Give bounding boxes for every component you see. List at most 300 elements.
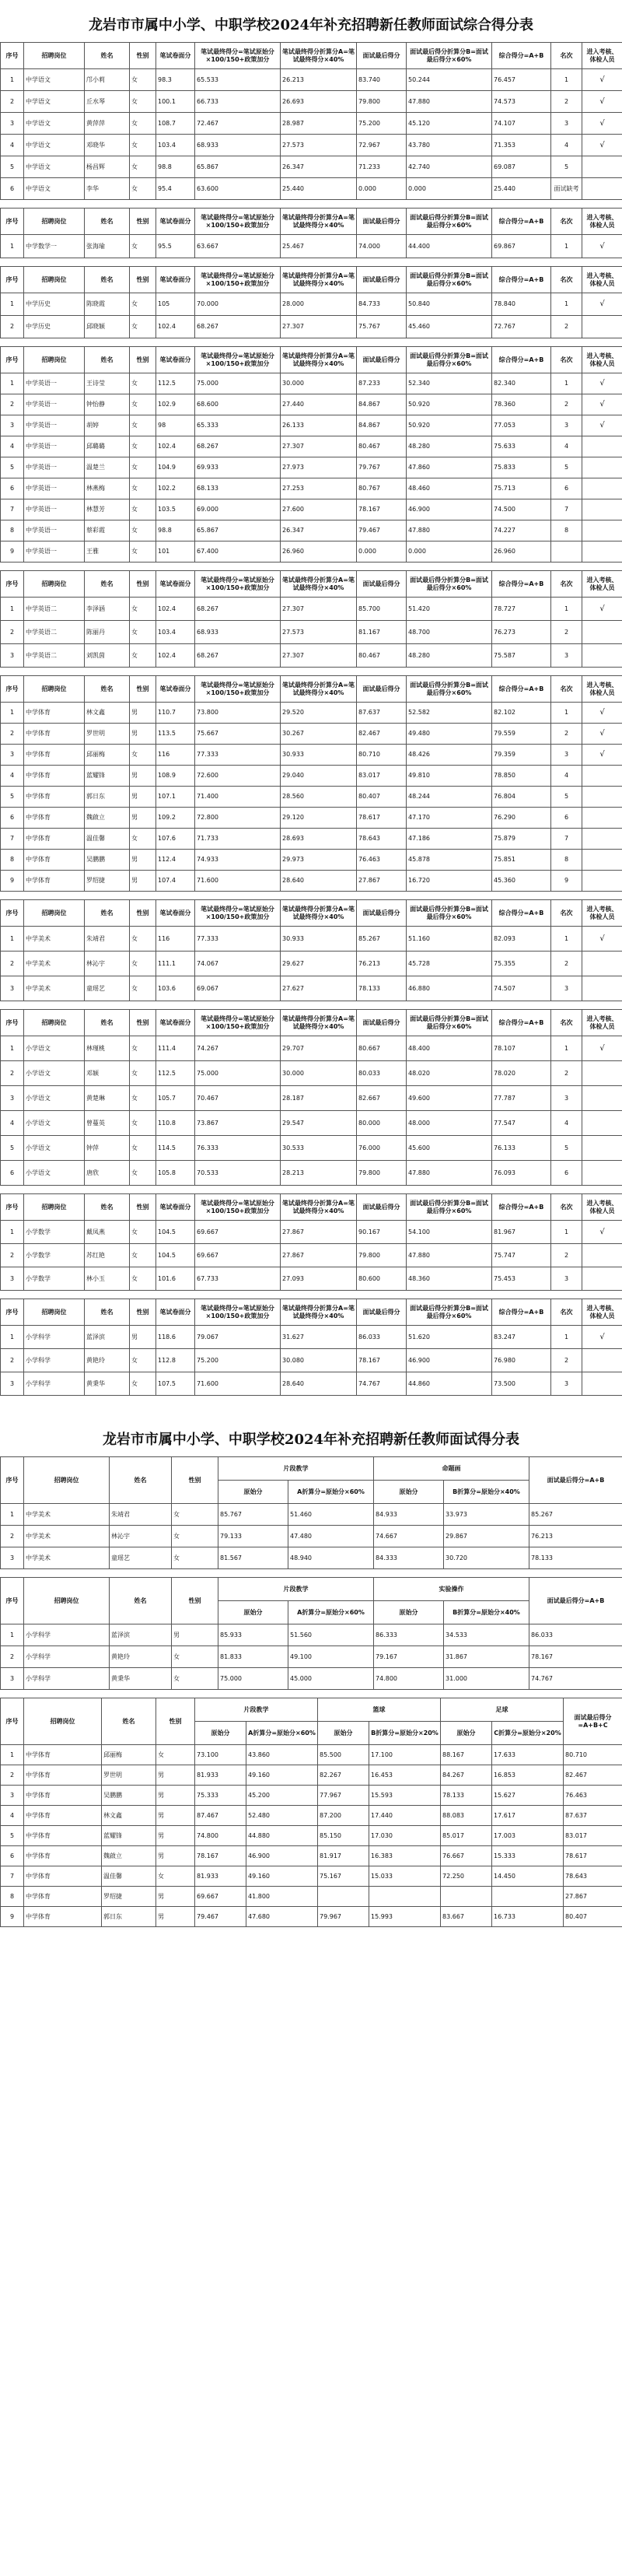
table-cell: 47.680 — [246, 1907, 318, 1927]
column-header: 性别 — [172, 1457, 218, 1504]
column-header: 笔试最终得分=笔试原始分×100/150+政策加分 — [195, 676, 281, 703]
column-header: 笔试最终得分折算分A=笔试最终得分×40% — [281, 1299, 357, 1326]
table-cell: 104.5 — [156, 1244, 195, 1267]
table-cell: 72.967 — [357, 135, 407, 156]
table-cell: 中学英语一 — [24, 394, 85, 415]
table-cell: 95.5 — [156, 235, 195, 258]
table-cell: 65.333 — [195, 415, 281, 436]
table-cell: 68.267 — [195, 644, 281, 668]
column-header: 进入考核、体检人员 — [582, 43, 622, 69]
table-cell: 1 — [1, 373, 24, 394]
table-header-row — [1, 347, 622, 373]
table-cell: 74.067 — [195, 952, 281, 976]
table-cell: 3 — [1, 415, 24, 436]
table-cell: 83.247 — [492, 1326, 551, 1349]
table-cell: 2 — [1, 1765, 24, 1786]
table-cell: 71.600 — [195, 871, 281, 892]
table-cell: 43.860 — [246, 1745, 318, 1765]
column-header: 笔试卷面分 — [156, 676, 195, 703]
table-cell: 1 — [551, 69, 582, 91]
column-header: 姓名 — [85, 209, 130, 235]
table-cell: 男 — [172, 1624, 218, 1646]
table-cell: 中学美术 — [24, 1547, 110, 1569]
table-cell: 小学语文 — [24, 1161, 85, 1186]
table-cell: 82.467 — [357, 724, 407, 745]
table-cell: 72.467 — [195, 113, 281, 135]
table-cell: 女 — [172, 1504, 218, 1526]
table-cell: 女 — [130, 69, 156, 91]
table-header-row — [1, 900, 622, 927]
table-cell: 4 — [551, 436, 582, 457]
table-cell: 中学语文 — [24, 178, 85, 200]
column-header: 姓名 — [110, 1457, 172, 1504]
table-cell: 28.213 — [281, 1161, 357, 1186]
column-header: 笔试最终得分折算分A=笔试最终得分×40% — [281, 43, 357, 69]
table-cell: 74.667 — [374, 1526, 444, 1547]
table-cell: 76.667 — [441, 1846, 492, 1866]
table-cell: 中学历史 — [24, 316, 85, 338]
table-cell: 小学数学 — [24, 1267, 85, 1291]
table-cell: 50.840 — [407, 293, 492, 316]
table-cell: 中学体育 — [24, 850, 85, 871]
table-cell: 83.017 — [564, 1826, 622, 1846]
table-cell: 1 — [1, 1504, 24, 1526]
table-cell: 2 — [551, 394, 582, 415]
column-header: 笔试最终得分=笔试原始分×100/150+政策加分 — [195, 43, 281, 69]
table-row — [1, 69, 622, 91]
table-cell: 49.160 — [246, 1765, 318, 1786]
table-cell: 温佳馨 — [85, 829, 130, 850]
table-cell: 中学美术 — [24, 976, 85, 1001]
table-cell: 小学语文 — [24, 1136, 85, 1161]
table-cell: 女 — [130, 235, 156, 258]
table-cell: 28.187 — [281, 1086, 357, 1111]
column-subheader: C折算分=原始分×20% — [492, 1722, 564, 1745]
table-cell: 69.667 — [195, 1244, 281, 1267]
table-cell: 林沁宇 — [110, 1526, 172, 1547]
table-cell: 15.593 — [369, 1786, 441, 1806]
table-header-row — [1, 1698, 622, 1722]
table-cell: 47.880 — [407, 91, 492, 113]
table-row — [1, 1646, 622, 1668]
table-cell: 3 — [1, 1267, 24, 1291]
table-cell: 中学美术 — [24, 1504, 110, 1526]
table-cell: 黄秉华 — [110, 1668, 172, 1690]
column-header: 笔试最终得分=笔试原始分×100/150+政策加分 — [195, 1194, 281, 1221]
table-row — [1, 787, 622, 808]
table-cell: 中学英语一 — [24, 415, 85, 436]
table-cell: 47.480 — [288, 1526, 374, 1547]
table-cell: 51.560 — [288, 1624, 374, 1646]
table-cell: 28.693 — [281, 829, 357, 850]
table-cell: 男 — [130, 850, 156, 871]
table-cell: 75.200 — [195, 1349, 281, 1372]
table-cell: 77.053 — [492, 415, 551, 436]
column-header: 面试最后得分 — [357, 209, 407, 235]
table-cell: 2 — [551, 1349, 582, 1372]
column-header: 进入考核、体检人员 — [582, 1194, 622, 1221]
column-header: 性别 — [156, 1698, 195, 1745]
table-cell: 83.017 — [357, 766, 407, 787]
table-cell: 111.1 — [156, 952, 195, 976]
column-subheader: A折算分=原始分×60% — [288, 1481, 374, 1504]
table-cell: 42.740 — [407, 156, 492, 178]
table-cell: 女 — [130, 598, 156, 621]
table-cell: 李泽涵 — [85, 598, 130, 621]
table-cell: 1 — [1, 1624, 24, 1646]
table-cell: 80.467 — [357, 644, 407, 668]
table-cell: 6 — [551, 478, 582, 499]
table-row — [1, 1806, 622, 1826]
table-cell: 小学数学 — [24, 1244, 85, 1267]
table-cell: 杨昌辉 — [85, 156, 130, 178]
column-header: 笔试最终得分=笔试原始分×100/150+政策加分 — [195, 347, 281, 373]
table-cell: 75.000 — [195, 373, 281, 394]
table-cell: 28.640 — [281, 871, 357, 892]
table-cell: 75.453 — [492, 1267, 551, 1291]
table-cell: 2 — [1, 91, 24, 113]
table-cell: 中学体育 — [24, 1826, 102, 1846]
table-cell — [582, 520, 622, 541]
table-cell: 71.400 — [195, 787, 281, 808]
column-header: 命题画 — [374, 1457, 529, 1481]
table-cell: 27.573 — [281, 621, 357, 644]
table-cell: 中学语文 — [24, 69, 85, 91]
table-row — [1, 499, 622, 520]
table-cell: 25.467 — [281, 235, 357, 258]
table-cell: 102.4 — [156, 644, 195, 668]
table-cell: 29.973 — [281, 850, 357, 871]
table-cell — [582, 156, 622, 178]
table-cell: 蓝泽滨 — [85, 1326, 130, 1349]
table-cell: 27.973 — [281, 457, 357, 478]
table-cell: 88.083 — [441, 1806, 492, 1826]
table-cell: 71.233 — [357, 156, 407, 178]
table-cell: 陈丽丹 — [85, 621, 130, 644]
table-cell: 童瑶艺 — [85, 976, 130, 1001]
table-cell: 29.707 — [281, 1036, 357, 1061]
table-cell: 85.267 — [357, 927, 407, 952]
table-cell: 27.253 — [281, 478, 357, 499]
table-cell — [582, 829, 622, 850]
column-header: 综合得分=A+B — [492, 900, 551, 927]
table-cell: 女 — [130, 293, 156, 316]
table-cell: 女 — [130, 113, 156, 135]
table-cell: 6 — [551, 808, 582, 829]
table-cell: 72.767 — [492, 316, 551, 338]
table-cell — [318, 1887, 369, 1907]
column-header: 笔试最终得分=笔试原始分×100/150+政策加分 — [195, 571, 281, 598]
column-header: 面试最后得分=A+B — [529, 1578, 622, 1624]
table-cell: 1 — [551, 703, 582, 724]
table-cell: 76.133 — [492, 1136, 551, 1161]
column-header: 性别 — [130, 676, 156, 703]
table-row — [1, 871, 622, 892]
table-cell: 87.233 — [357, 373, 407, 394]
table-cell: 女 — [130, 156, 156, 178]
table-cell: 7 — [551, 499, 582, 520]
table-cell: 林燕梅 — [85, 478, 130, 499]
table-cell: 6 — [1, 478, 24, 499]
column-header: 笔试卷面分 — [156, 571, 195, 598]
column-header: 面试最后得分折算分B=面试最后得分×60% — [407, 900, 492, 927]
table-cell: 50.244 — [407, 69, 492, 91]
table-cell: 78.133 — [357, 976, 407, 1001]
table-cell: 82.667 — [357, 1086, 407, 1111]
table-cell: 85.767 — [218, 1504, 288, 1526]
column-header: 片段教学 — [195, 1698, 318, 1722]
table-cell: 65.867 — [195, 520, 281, 541]
table-cell — [582, 1267, 622, 1291]
table-cell: 中学英语一 — [24, 373, 85, 394]
table-cell: 48.280 — [407, 436, 492, 457]
table-cell: 85.933 — [218, 1624, 288, 1646]
table-cell: 5 — [551, 787, 582, 808]
column-header: 面试最后得分 — [357, 43, 407, 69]
table-cell: 78.850 — [492, 766, 551, 787]
table-header-row — [1, 676, 622, 703]
table-cell: 小学科学 — [24, 1624, 110, 1646]
table-cell: 27.867 — [281, 1221, 357, 1244]
table-cell: 73.500 — [492, 1372, 551, 1396]
table-cell: 1 — [551, 1036, 582, 1061]
table-cell: √ — [582, 927, 622, 952]
table-cell: 2 — [1, 1061, 24, 1086]
table-cell: 女 — [130, 976, 156, 1001]
column-header: 进入考核、体检人员 — [582, 571, 622, 598]
score-table — [0, 346, 622, 563]
table-cell: 7 — [1, 1866, 24, 1887]
table-cell: 女 — [172, 1668, 218, 1690]
table-cell — [582, 1086, 622, 1111]
table-cell: 3 — [1, 745, 24, 766]
table-cell: 27.600 — [281, 499, 357, 520]
table-cell: 79.800 — [357, 1161, 407, 1186]
table-cell: 25.440 — [281, 178, 357, 200]
table-cell: 1 — [1, 69, 24, 91]
table-cell: 63.600 — [195, 178, 281, 200]
table-cell: 女 — [130, 1061, 156, 1086]
table-cell: 中学美术 — [24, 952, 85, 976]
table-row — [1, 1086, 622, 1111]
table-cell: 4 — [1, 1806, 24, 1826]
table-row — [1, 1326, 622, 1349]
column-subheader: 原始分 — [374, 1481, 444, 1504]
column-header: 笔试最终得分=笔试原始分×100/150+政策加分 — [195, 900, 281, 927]
table-row — [1, 829, 622, 850]
table-cell: 陈晓霞 — [85, 293, 130, 316]
table-cell: 2 — [1, 1646, 24, 1668]
table-cell: 林慧芳 — [85, 499, 130, 520]
table-cell: 82.340 — [492, 373, 551, 394]
table-cell: 2 — [1, 621, 24, 644]
table-cell: 2 — [551, 724, 582, 745]
column-header: 招聘岗位 — [24, 1010, 85, 1036]
score-table — [0, 42, 622, 200]
table-cell: 112.5 — [156, 1061, 195, 1086]
table-cell: 78.360 — [492, 394, 551, 415]
column-header: 综合得分=A+B — [492, 1194, 551, 1221]
table-cell: 张海瑜 — [85, 235, 130, 258]
table-cell: 17.030 — [369, 1826, 441, 1846]
table-cell: 51.620 — [407, 1326, 492, 1349]
table-cell: 68.133 — [195, 478, 281, 499]
table-cell: 3 — [551, 1267, 582, 1291]
table-cell: 76.213 — [357, 952, 407, 976]
table-cell: 30.933 — [281, 927, 357, 952]
table-cell: 邱璐璐 — [85, 436, 130, 457]
table-cell: 女 — [130, 644, 156, 668]
column-header: 笔试卷面分 — [156, 43, 195, 69]
table-cell: 2 — [1, 1349, 24, 1372]
table-cell: 女 — [156, 1866, 195, 1887]
table-cell: 女 — [130, 927, 156, 952]
table-cell: 84.333 — [374, 1547, 444, 1569]
table-cell: 16.733 — [492, 1907, 564, 1927]
table-cell: 78.133 — [441, 1786, 492, 1806]
table-cell: 男 — [156, 1765, 195, 1786]
table-cell: 中学体育 — [24, 1765, 102, 1786]
table-cell: 郭日东 — [85, 787, 130, 808]
table-cell: 41.800 — [246, 1887, 318, 1907]
table-cell: 小学语文 — [24, 1061, 85, 1086]
score-blocks — [0, 42, 622, 1396]
column-header: 招聘岗位 — [24, 1698, 102, 1745]
table-cell: 27.867 — [564, 1887, 622, 1907]
table-header-row — [1, 1578, 622, 1601]
table-cell: 戴凤燕 — [85, 1221, 130, 1244]
table-cell: 中学语文 — [24, 91, 85, 113]
table-cell: 45.120 — [407, 113, 492, 135]
column-header: 招聘岗位 — [24, 676, 85, 703]
table-cell: 26.213 — [281, 69, 357, 91]
table-cell: 77.787 — [492, 1086, 551, 1111]
table-row — [1, 520, 622, 541]
table-cell: 3 — [551, 745, 582, 766]
table-cell: √ — [582, 235, 622, 258]
table-cell: 80.710 — [564, 1745, 622, 1765]
table-cell: 1 — [1, 1221, 24, 1244]
table-cell: 67.733 — [195, 1267, 281, 1291]
column-header: 序号 — [1, 267, 24, 293]
table-cell: 81.933 — [195, 1866, 246, 1887]
table-cell: 78.727 — [492, 598, 551, 621]
table-cell: 98.8 — [156, 156, 195, 178]
table-cell: 1 — [1, 598, 24, 621]
table-row — [1, 1907, 622, 1927]
table-cell: 73.100 — [195, 1745, 246, 1765]
table-cell: 30.000 — [281, 373, 357, 394]
table-cell: 3 — [1, 1547, 24, 1569]
table-cell: 68.933 — [195, 135, 281, 156]
table-cell: 80.033 — [357, 1061, 407, 1086]
table-row — [1, 1526, 622, 1547]
table-cell: 68.600 — [195, 394, 281, 415]
table-cell: 男 — [130, 724, 156, 745]
table-cell — [492, 1887, 564, 1907]
table-cell: 蔡彩霞 — [85, 520, 130, 541]
table-cell: 78.643 — [357, 829, 407, 850]
table-cell: 8 — [1, 520, 24, 541]
table-cell: 吴鹏鹏 — [85, 850, 130, 871]
table-row — [1, 1504, 622, 1526]
table-cell: 45.600 — [407, 1136, 492, 1161]
column-header: 名次 — [551, 1299, 582, 1326]
table-cell: 9 — [1, 871, 24, 892]
table-cell: 17.100 — [369, 1745, 441, 1765]
table-row — [1, 703, 622, 724]
table-cell: 46.900 — [407, 499, 492, 520]
table-cell: 30.267 — [281, 724, 357, 745]
column-header: 姓名 — [85, 267, 130, 293]
table-cell: 4 — [551, 1111, 582, 1136]
table-cell: 107.4 — [156, 871, 195, 892]
table-cell: 4 — [1, 436, 24, 457]
table-row — [1, 1668, 622, 1690]
table-header-row — [1, 43, 622, 69]
table-cell: 70.000 — [195, 293, 281, 316]
table-cell: 2 — [551, 952, 582, 976]
table-cell: 男 — [156, 1806, 195, 1826]
table-cell: 47.186 — [407, 829, 492, 850]
table-row — [1, 1826, 622, 1846]
table-cell: 吴鹏鹏 — [102, 1786, 156, 1806]
column-header: 笔试最终得分=笔试原始分×100/150+政策加分 — [195, 1299, 281, 1326]
table-row — [1, 1136, 622, 1161]
table-row — [1, 1244, 622, 1267]
table-cell: 小学语文 — [24, 1111, 85, 1136]
table-cell: 98.3 — [156, 69, 195, 91]
table-cell: 78.167 — [357, 1349, 407, 1372]
table-cell: 78.167 — [195, 1846, 246, 1866]
table-cell: 102.9 — [156, 394, 195, 415]
column-header: 面试最后得分 — [357, 1010, 407, 1036]
table-cell: 罗绍捷 — [102, 1887, 156, 1907]
table-cell: 31.627 — [281, 1326, 357, 1349]
table-cell: 女 — [130, 178, 156, 200]
table-cell: 中学美术 — [24, 927, 85, 952]
table-cell: 111.4 — [156, 1036, 195, 1061]
table-cell: 76.000 — [357, 1136, 407, 1161]
table-cell: 6 — [551, 1161, 582, 1186]
table-row — [1, 952, 622, 976]
table-cell: 73.867 — [195, 1111, 281, 1136]
table-cell: 79.800 — [357, 91, 407, 113]
table-cell: 74.507 — [492, 976, 551, 1001]
table-cell: 27.573 — [281, 135, 357, 156]
table-cell: 110.7 — [156, 703, 195, 724]
table-cell: 1 — [1, 235, 24, 258]
table-cell — [441, 1887, 492, 1907]
column-header: 笔试卷面分 — [156, 347, 195, 373]
column-header: 面试最后得分折算分B=面试最后得分×60% — [407, 347, 492, 373]
table-cell: 77.547 — [492, 1111, 551, 1136]
table-cell — [582, 499, 622, 520]
table-cell: 16.453 — [369, 1765, 441, 1786]
column-header: 进入考核、体检人员 — [582, 267, 622, 293]
table-row — [1, 436, 622, 457]
column-header: 招聘岗位 — [24, 900, 85, 927]
table-cell: 87.637 — [564, 1806, 622, 1826]
table-cell: 男 — [130, 871, 156, 892]
table-cell: 26.960 — [492, 541, 551, 563]
table-cell: 45.728 — [407, 952, 492, 976]
table-cell: 中学英语二 — [24, 621, 85, 644]
table-row — [1, 644, 622, 668]
table-cell — [582, 787, 622, 808]
table-cell: 27.440 — [281, 394, 357, 415]
document-title-second: 龙岩市市属中小学、中职学校2024年补充招聘新任教师面试得分表 — [102, 1432, 520, 1448]
